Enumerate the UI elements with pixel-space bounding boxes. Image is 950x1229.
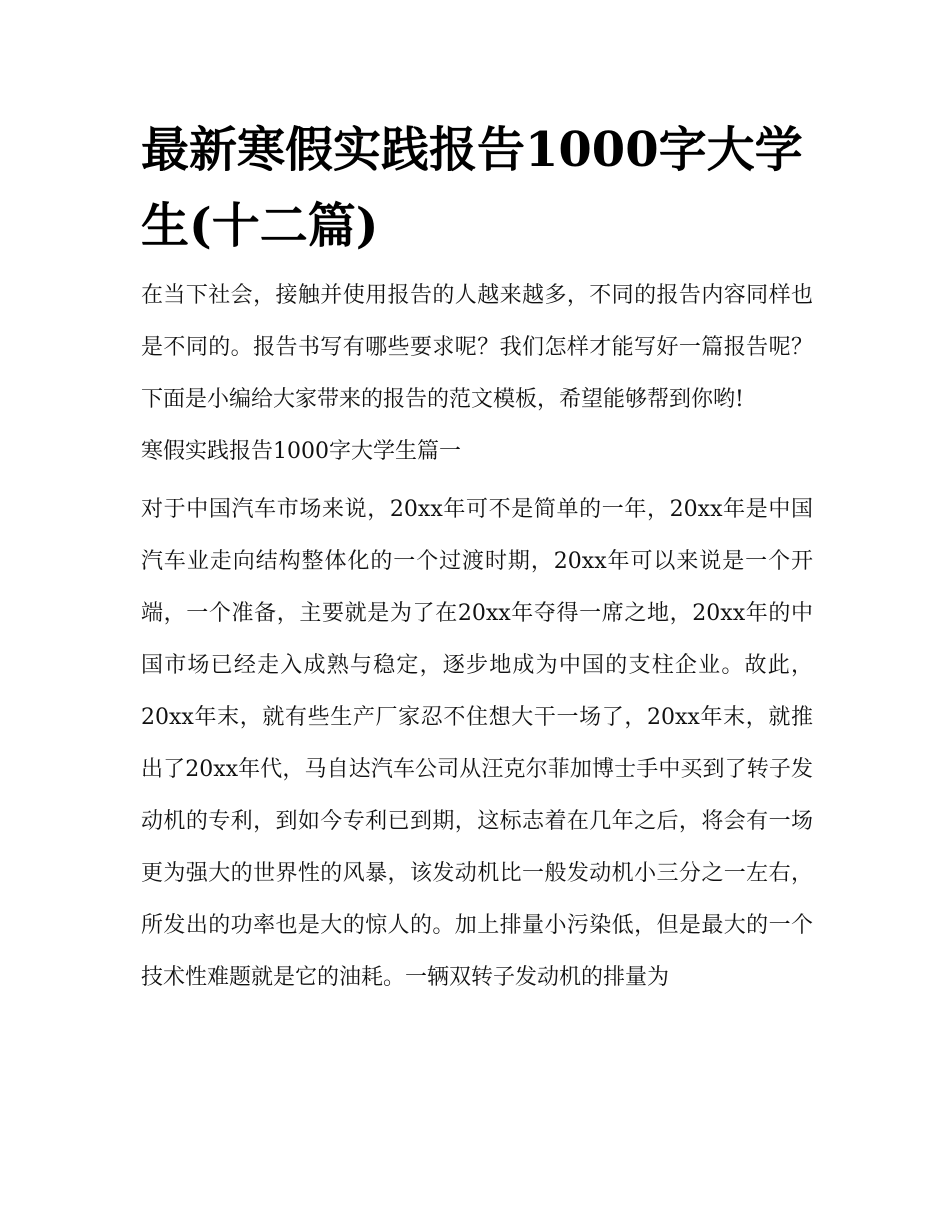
body-paragraph: 对于中国汽车市场来说，20xx年可不是简单的一年，20xx年是中国汽车业走向结构整体化的一个过渡时期，20xx年可以来说是一个开端，一个准备，主要就是为了在20xx年夺得一席之地，20xx年的中国市场已经走入成熟与稳定，逐步地成为中国的支柱企业。故此，20xx年末，就有些生产厂家忍不住想大干一场了，20xx年末，就推出了20xx年代，马自达汽车公司从汪克尔菲加博士手中买到了转子发动机的专利，到如今专利已到期，这标志着在几年之后，将会有一场更为强大的世界性的风暴，该发动机比一般发动机小三分之一左右，所发出的功率也是大的惊人的。加上排量小污染低，但是最大的一个技术性难题就是它的油耗。一辆双转子发动机的排量为	[141, 497, 813, 990]
document-title: 最新寒假实践报告1000字大学生(十二篇)	[141, 122, 803, 254]
section-heading: 寒假实践报告1000字大学生篇一	[141, 439, 461, 464]
intro-paragraph: 在当下社会，接触并使用报告的人越来越多，不同的报告内容同样也是不同的。报告书写有哪些要求呢？我们怎样才能写好一篇报告呢？下面是小编给大家带来的报告的范文模板，希望能够帮到你哟!	[141, 283, 813, 412]
document-content	[141, 112, 813, 1004]
